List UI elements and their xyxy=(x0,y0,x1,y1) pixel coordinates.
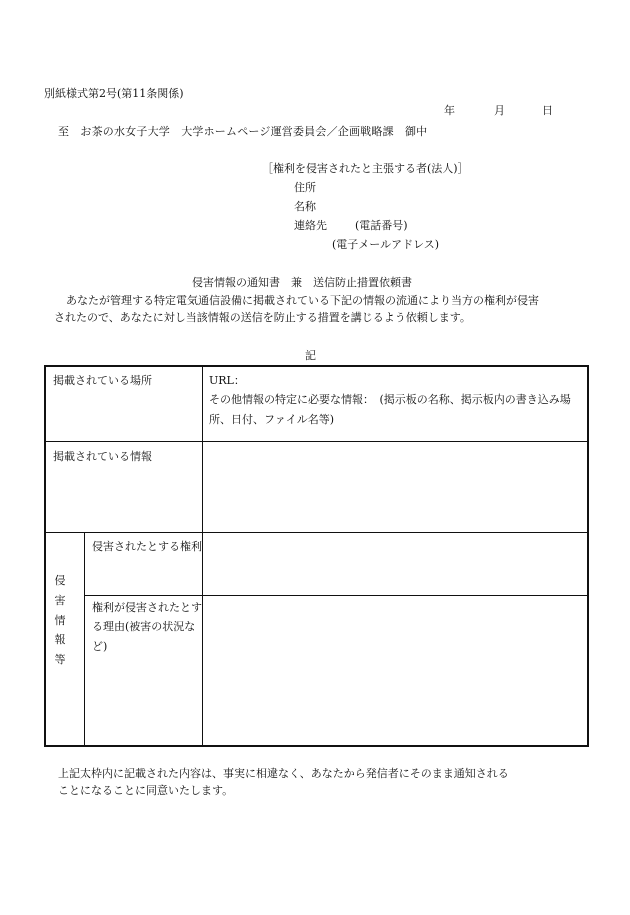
table-divider-group xyxy=(84,532,85,745)
document-body xyxy=(44,292,592,326)
table-divider-row-2 xyxy=(46,532,587,533)
table-divider-row-3 xyxy=(84,595,587,596)
consent-line-1: 上記太枠内に記載された内容は、事実に相違なく、あなたから発信者にそのまま通知される xyxy=(58,767,509,780)
date-day-label: 日 xyxy=(542,104,553,117)
other-info-label: その他情報の特定に必要な情報： (掲示板の名称、掲示板内の書き込み場所、日付、ファイル名等) xyxy=(209,393,571,426)
right-label: 侵害されたとする権利 xyxy=(92,540,202,553)
claimant-email-label: (電子メールアドレス) xyxy=(332,238,440,251)
ki-heading: 記 xyxy=(305,349,316,362)
consent-line-2: ことになることに同意いたします。 xyxy=(58,784,234,798)
place-details xyxy=(209,371,581,429)
claimant-address-label: 住所 xyxy=(294,181,316,194)
date-year-label: 年 xyxy=(444,104,455,117)
info-label: 掲載されている情報 xyxy=(53,450,152,463)
claimant-name-label: 名称 xyxy=(294,200,316,213)
form-number: 別紙様式第2号(第11条関係) xyxy=(44,87,184,100)
claimant-phone-label: (電話番号) xyxy=(355,219,408,232)
reason-label: 権利が侵害されたとする理由(被害の状況など) xyxy=(92,601,202,653)
table-divider-row-1 xyxy=(46,441,587,442)
consent-statement xyxy=(58,765,578,799)
claimant-title: ［権利を侵害されたと主張する者(法人)］ xyxy=(262,162,469,175)
place-label: 掲載されている場所 xyxy=(53,374,152,387)
url-label: URL： xyxy=(209,374,245,387)
claimant-contact-label: 連絡先 xyxy=(294,219,327,232)
body-line-2: されたので、あなたに対し当該情報の送信を防止する措置を講じるよう依頼します。 xyxy=(54,311,471,325)
date-month-label: 月 xyxy=(494,104,505,117)
body-line-1: あなたが管理する特定電気通信設備に掲載されている下記の情報の流通により当方の権利が侵害 xyxy=(66,294,539,307)
infringement-table xyxy=(44,365,589,747)
document-title: 侵害情報の通知書 兼 送信防止措置依頼書 xyxy=(192,276,412,289)
infringement-group-label: 侵害情報等 xyxy=(54,574,66,667)
claimant-contact-row xyxy=(294,218,408,233)
addressee: 至 お茶の水女子大学 大学ホームページ運営委員会／企画戦略課 御中 xyxy=(58,125,428,138)
